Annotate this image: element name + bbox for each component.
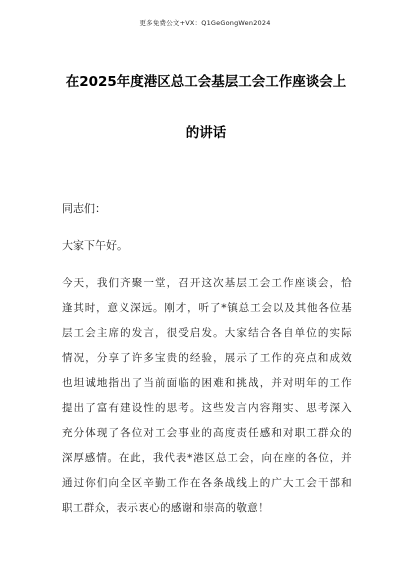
paragraph-line: 通过你们向全区辛勤工作在各条战线上的广大工会干部和 (62, 477, 352, 489)
paragraph-line: 层工会主席的发言，很受启发。大家结合各自单位的实际 (62, 327, 352, 339)
paragraph-line: 充分体现了各位对工会事业的高度责任感和对职工群众的 (62, 427, 352, 439)
greeting: 大家下午好。 (62, 239, 128, 252)
salutation: 同志们： (62, 202, 106, 215)
document-title-line-1: 在2025年度港区总工会基层工会工作座谈会上 (65, 74, 347, 90)
paragraph-line: 提出了富有建设性的思考。这些发言内容翔实、思考深入 (62, 402, 352, 414)
paragraph-line: 今天，我们齐聚一堂，召开这次基层工会工作座谈会，恰 (62, 277, 352, 289)
paragraph-line: 职工群众，表示衷心的感谢和崇高的敬意！ (62, 502, 270, 514)
document-title-line-2: 的讲话 (185, 125, 227, 141)
paragraph-line: 逢其时，意义深远。刚才，听了*镇总工会以及其他各位基 (62, 302, 352, 314)
header-note: 更多免费公文+VX：Q1GeGongWen2024 (139, 19, 271, 27)
paragraph-line: 情况，分享了许多宝贵的经验，展示了工作的亮点和成效 (62, 352, 352, 364)
paragraph-line: 深厚感情。在此，我代表*港区总工会，向在座的各位，并 (62, 452, 352, 464)
paragraph-line: 也坦诚地指出了当前面临的困难和挑战，并对明年的工作 (62, 377, 352, 389)
